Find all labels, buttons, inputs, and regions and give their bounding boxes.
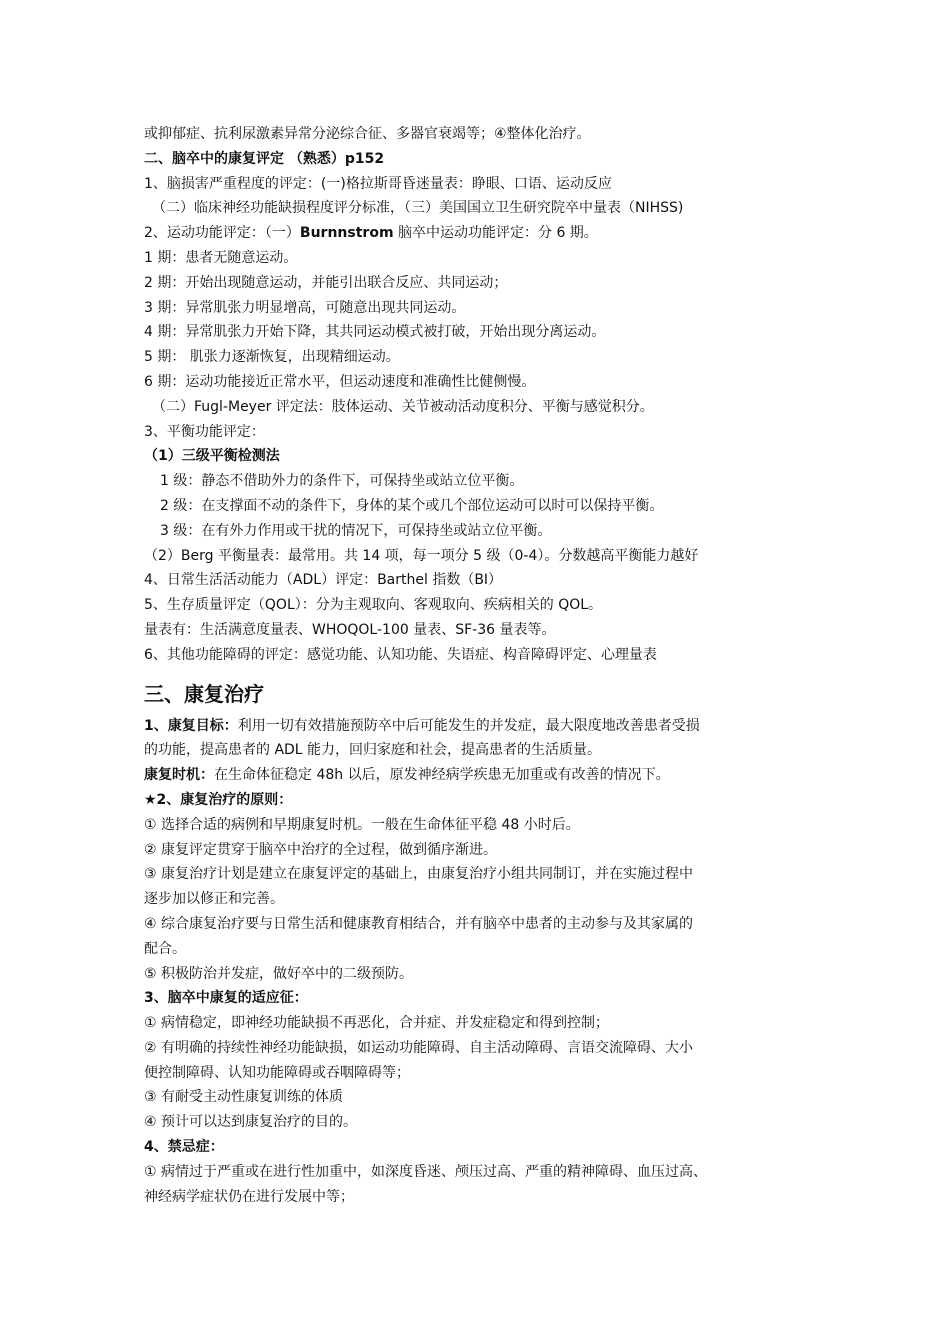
text-line: 5、生存质量评定（QOL）：分为主观取向、客观取向、疾病相关的 QOL。: [144, 597, 603, 614]
text-line: 4 期：异常肌张力开始下降，其共同运动模式被打破，开始出现分离运动。: [144, 324, 606, 341]
text-span: 2、运动功能评定：（一）: [144, 225, 300, 242]
text-line: [144, 221, 820, 246]
text-line: （2）Berg 平衡量表：最常用。共 14 项，每一项分 5 级（0-4）。分数越高平衡能力越好: [144, 547, 699, 564]
text-line: 5 期： 肌张力逐渐恢复，出现精细运动。: [144, 349, 400, 366]
document-body: [144, 122, 820, 1209]
list-item: ⑤ 积极防治并发症，做好卒中的二级预防。: [144, 965, 413, 982]
bold-term: Burnnstrom: [299, 225, 394, 242]
text-line: [144, 763, 820, 788]
text-line: 6 期：运动功能接近正常水平，但运动速度和准确性比健侧慢。: [144, 373, 536, 390]
text-line: 1、脑损害严重程度的评定：(一)格拉斯哥昏迷量表：睁眼、口语、运动反应: [144, 175, 612, 192]
text-line: 的功能，提高患者的 ADL 能力，回归家庭和社会，提高患者的生活质量。: [144, 742, 602, 759]
text-line: 1 期：患者无随意运动。: [144, 249, 298, 266]
list-item: ① 选择合适的病例和早期康复时机。一般在生命体征平稳 48 小时后。: [144, 816, 580, 833]
list-item: ④ 综合康复治疗要与日常生活和健康教育相结合，并有脑卒中患者的主动参与及其家属的: [144, 915, 693, 932]
list-item: ④ 预计可以达到康复治疗的目的。: [144, 1114, 358, 1131]
section-heading-treatment: 三、康复治疗: [144, 681, 264, 706]
section-heading-assessment: 二、脑卒中的康复评定 （熟悉）p152: [144, 150, 385, 167]
text-line: 3、平衡功能评定：: [144, 423, 265, 440]
text-line: （二）临床神经功能缺损程度评分标准，（三）美国国立卫生研究院卒中量表（NIHSS): [152, 200, 684, 217]
text-line: 1 级：静态不借助外力的条件下，可保持坐或站立位平衡。: [160, 473, 524, 490]
text-span: 脑卒中运动功能评定：分 6 期。: [393, 225, 598, 242]
bold-label: 1、康复目标：: [144, 717, 238, 734]
list-item-continuation: 便控制障碍、认知功能障碍或吞咽障碍等；: [144, 1064, 410, 1081]
list-item: ② 康复评定贯穿于脑卒中治疗的全过程，做到循序渐进。: [144, 841, 497, 858]
list-item-continuation: 逐步加以修正和完善。: [144, 891, 284, 908]
text-line: 量表有：生活满意度量表、WHOQOL-100 量表、SF-36 量表等。: [144, 621, 556, 638]
list-item: ② 有明确的持续性神经功能缺损，如运动功能障碍、自主活动障碍、言语交流障碍、大小: [144, 1039, 693, 1056]
list-item-continuation: 神经病学症状仍在进行发展中等；: [144, 1188, 354, 1205]
text-line: （二）Fugl-Meyer 评定法：肢体运动、关节被动活动度积分、平衡与感觉积分。: [152, 398, 654, 415]
subheading-line: 4、禁忌症：: [144, 1139, 224, 1156]
list-item: ③ 有耐受主动性康复训练的体质: [144, 1089, 344, 1106]
list-item-continuation: 配合。: [144, 940, 186, 957]
text-line: [144, 714, 820, 739]
text-span: 利用一切有效措施预防卒中后可能发生的并发症，最大限度地改善患者受损: [237, 717, 700, 734]
text-span: 在生命体征稳定 48h 以后，原发神经病学疾患无加重或有改善的情况下。: [214, 767, 670, 784]
text-line: 或抑郁症、抗利尿激素异常分泌综合征、多器官衰竭等；④整体化治疗。: [144, 126, 591, 142]
text-line: 3 级：在有外力作用或干扰的情况下，可保持坐或站立位平衡。: [160, 522, 552, 539]
subheading-line: （1）三级平衡检测法: [144, 448, 280, 465]
text-line: 6、其他功能障碍的评定：感觉功能、认知功能、失语症、构音障碍评定、心理量表: [144, 646, 657, 663]
list-item: ③ 康复治疗计划是建立在康复评定的基础上，由康复治疗小组共同制订，并在实施过程中: [144, 866, 693, 883]
text-line: 2 级：在支撑面不动的条件下，身体的某个或几个部位运动可以时可以保持平衡。: [160, 497, 664, 514]
text-line: 3 期：异常肌张力明显增高，可随意出现共同运动。: [144, 299, 466, 316]
bold-label: 康复时机：: [144, 767, 214, 784]
text-line: 4、日常生活活动能力（ADL）评定：Barthel 指数（BI）: [144, 572, 503, 589]
subheading-line: 3、脑卒中康复的适应征：: [144, 990, 308, 1007]
list-item: ① 病情过于严重或在进行性加重中，如深度昏迷、颅压过高、严重的精神障碍、血压过高、: [144, 1163, 707, 1180]
subheading-line: ★2、康复治疗的原则：: [144, 791, 293, 808]
text-line: 2 期：开始出现随意运动，并能引出联合反应、共同运动；: [144, 274, 508, 291]
list-item: ① 病情稳定，即神经功能缺损不再恶化，合并症、并发症稳定和得到控制；: [144, 1015, 609, 1032]
